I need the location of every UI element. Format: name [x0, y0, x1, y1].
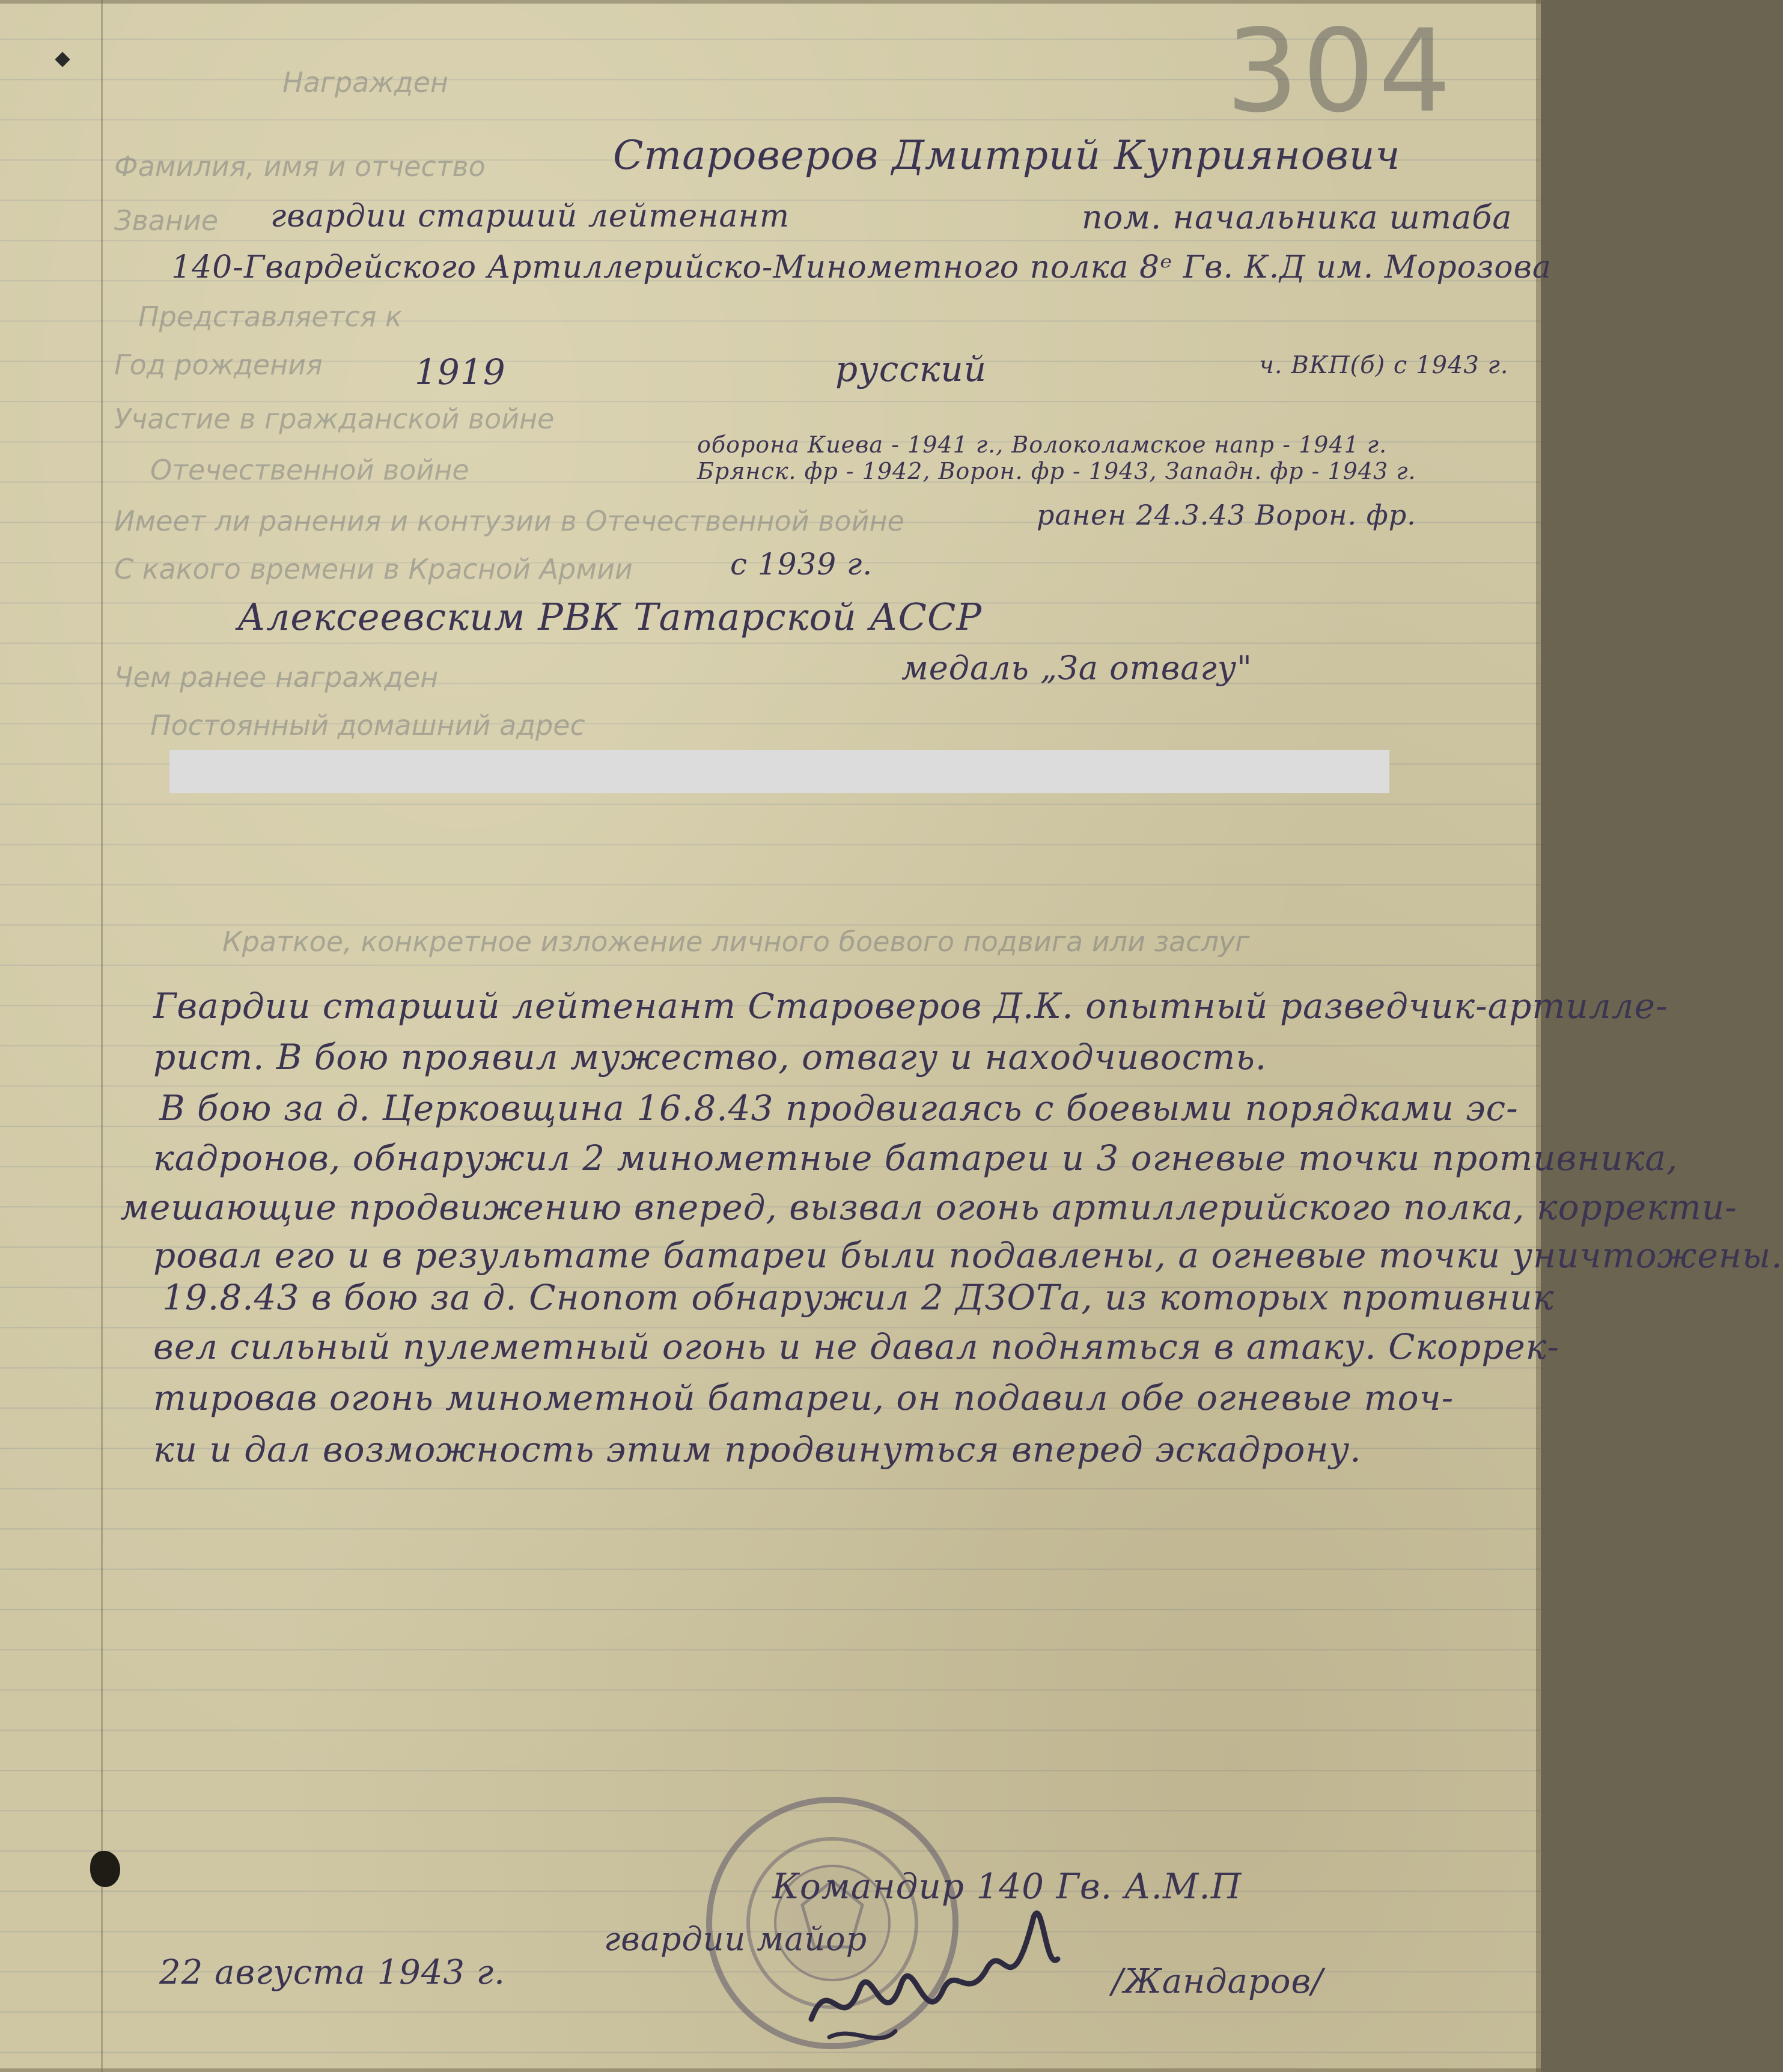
service-since: с 1939 г.	[730, 547, 873, 582]
nominee-unit: 140-Гвардейского Артиллерийско-Минометного полка 8ᵉ Гв. К.Д им. Морозова	[171, 249, 1552, 285]
party-membership: ч. ВКП(б) с 1943 г.	[1259, 352, 1509, 379]
narrative-line-3: В бою за д. Церковщина 16.8.43 продвигаясь с боевыми порядками эс-	[159, 1088, 1519, 1129]
document-date: 22 августа 1943 г.	[159, 1953, 505, 1992]
previous-awards: медаль „За отвагу"	[901, 649, 1252, 687]
bottom-edge	[0, 2068, 1541, 2072]
nominee-full-name: Староверов Дмитрий Куприянович	[613, 132, 1401, 178]
nationality: русский	[835, 349, 987, 389]
birth-year: 1919	[415, 352, 506, 392]
signatory-rank: гвардии майор	[604, 1920, 868, 1958]
battles-line-2: Брянск. фр - 1942, Ворон. фр - 1943, Западн. фр - 1943 г.	[697, 458, 1416, 484]
signatory-title: Командир 140 Гв. А.М.П	[772, 1866, 1242, 1907]
form-label-prior-awards: Чем ранее награжден	[114, 661, 439, 693]
redacted-address	[169, 750, 1389, 793]
narrative-line-8: вел сильный пулеметный огонь и не давал подняться в атаку. Скоррек-	[153, 1326, 1559, 1367]
form-label-address: Постоянный домашний адрес	[150, 709, 585, 742]
form-label-feat: Краткое, конкретное изложение личного боевого подвига или заслуг	[222, 925, 1250, 958]
form-label-patriotic-war: Отечественной войне	[150, 454, 469, 486]
narrative-line-10: ки и дал возможность этим продвинуться вперед эскадрону.	[153, 1429, 1362, 1470]
binding-hole	[90, 1851, 120, 1887]
form-label-rank: Звание	[114, 204, 219, 237]
top-edge	[0, 0, 1541, 4]
narrative-line-6: ровал его и в результате батареи были подавлены, а огневые точки уничтожены.	[153, 1235, 1783, 1276]
corner-mark	[55, 52, 70, 67]
nominee-position: пом. начальника штаба	[1082, 198, 1513, 236]
form-label-name: Фамилия, имя и отчество	[114, 150, 486, 183]
narrative-line-7: 19.8.43 в бою за д. Снопот обнаружил 2 ДЗОТа, из которых противник	[162, 1277, 1555, 1318]
nominee-rank: гвардии старший лейтенант	[270, 198, 790, 234]
margin-line	[101, 0, 103, 2072]
form-label-birth-year: Год рождения	[114, 349, 323, 381]
narrative-line-9: тировав огонь минометной батареи, он подавил обе огневые точ-	[153, 1377, 1454, 1418]
wounds-info: ранен 24.3.43 Ворон. фр.	[1037, 499, 1416, 531]
form-label-civil-war: Участие в гражданской войне	[114, 403, 555, 435]
form-label-service: С какого времени в Красной Армии	[114, 553, 633, 585]
right-edge	[1536, 0, 1541, 2072]
battles-line-1: оборона Киева - 1941 г., Волоколамское напр - 1941 г.	[697, 431, 1388, 458]
narrative-line-5: мешающие продвижению вперед, вызвал огонь артиллерийского полка, корректи-	[120, 1187, 1737, 1228]
form-label-nominated: Представляется к	[138, 300, 402, 333]
form-label-wounds: Имеет ли ранения и контузии в Отечественной войне	[114, 505, 904, 537]
handwritten-signature	[805, 1899, 1118, 2055]
archive-number: 304	[1226, 5, 1455, 138]
form-label-awarded: Награжден	[282, 66, 448, 99]
narrative-line-1: Гвардии старший лейтенант Староверов Д.К. опытный разведчик-артилле-	[153, 986, 1668, 1026]
drafted-by: Алексеевским РВК Татарской АССР	[237, 595, 983, 639]
narrative-line-2: рист. В бою проявил мужество, отвагу и находчивость.	[153, 1037, 1267, 1077]
narrative-line-4: кадронов, обнаружил 2 минометные батареи и 3 огневые точки противника,	[153, 1138, 1678, 1178]
signatory-name: /Жандаров/	[1112, 1962, 1323, 2001]
